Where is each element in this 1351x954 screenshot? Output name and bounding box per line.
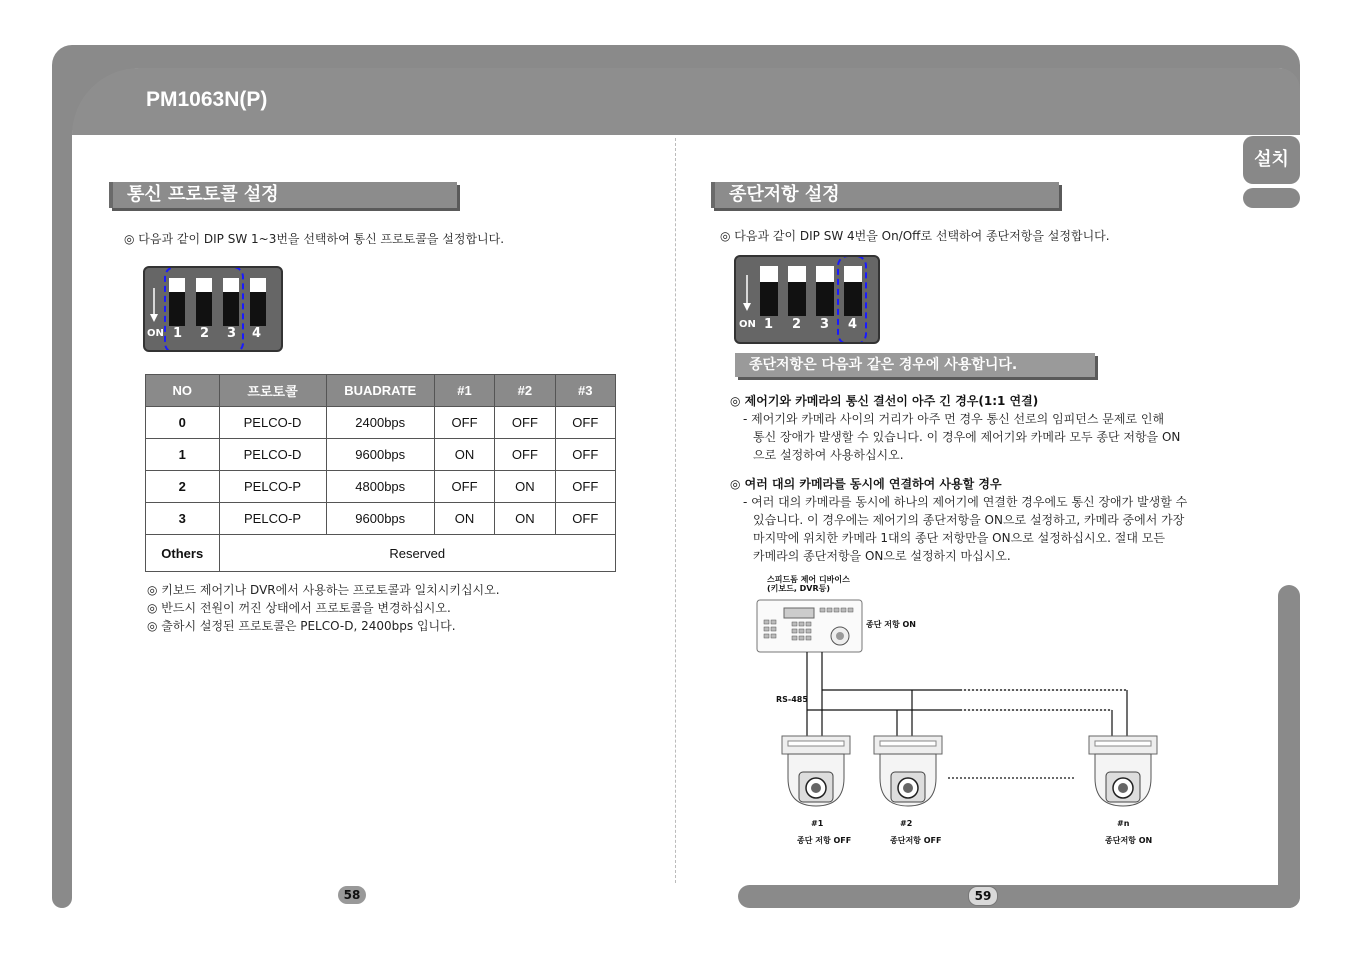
cell-baudrate: 9600bps	[326, 439, 434, 471]
case2-line-4: 카메라의 종단저항을 ON으로 설정하지 마십시오.	[753, 549, 1011, 563]
dip-on-label: ON	[739, 319, 756, 330]
cell-no: 3	[146, 503, 220, 535]
cell-sw2: OFF	[495, 439, 555, 471]
cell-no: 0	[146, 407, 220, 439]
col-header-sw1: #1	[434, 375, 494, 407]
table-row	[146, 503, 616, 535]
controller-label-1: 스피드돔 제어 디바이스	[767, 575, 850, 584]
note-1: ◎ 키보드 제어기나 DVR에서 사용하는 프로토콜과 일치시키십시오.	[147, 583, 500, 597]
cell-sw3: OFF	[555, 503, 615, 535]
protocol-intro: ◎ 다음과 같이 DIP SW 1~3번을 선택하여 통신 프로토콜을 설정합니다.	[124, 232, 505, 246]
case2-title: ◎ 여러 대의 카메라를 동시에 연결하여 사용할 경우	[730, 477, 1002, 491]
table-row	[146, 407, 616, 439]
cell-sw3: OFF	[555, 471, 615, 503]
table-row-others	[146, 535, 616, 572]
camera-2-termination: 종단저항 OFF	[890, 836, 942, 845]
dip-number-3: 3	[820, 317, 830, 332]
page-number-right: 59	[968, 886, 998, 906]
col-header-protocol: 프로토콜	[219, 375, 326, 407]
cell-sw2: ON	[495, 503, 555, 535]
cell-sw3: OFF	[555, 439, 615, 471]
page-divider	[675, 138, 676, 883]
case1-line-2: 통신 장애가 발생할 수 있습니다. 이 경우에 제어기와 카메라 모두 종단 저항을 ON	[753, 430, 1181, 444]
section-title-protocol: 통신 프로토콜 설정	[109, 182, 457, 208]
cell-others-label: Others	[146, 535, 220, 572]
page-title: PM1063N(P)	[146, 88, 268, 111]
note-3: ◎ 출하시 설정된 프로토콜은 PELCO-D, 2400bps 입니다.	[147, 619, 456, 633]
dip-on-label: ON	[147, 328, 164, 339]
case1-line-3: 으로 설정하여 사용하십시오.	[753, 448, 904, 462]
cell-sw2: ON	[495, 471, 555, 503]
cell-no: 1	[146, 439, 220, 471]
termination-subtitle: 종단저항은 다음과 같은 경우에 사용합니다.	[735, 353, 1095, 377]
termination-intro: ◎ 다음과 같이 DIP SW 4번을 On/Off로 선택하여 종단저항을 설정합니다.	[720, 229, 1110, 243]
protocol-table	[145, 374, 616, 572]
dip-switch-termination	[734, 255, 880, 344]
bottom-frame-bar	[738, 885, 1300, 908]
camera-2-id: #2	[900, 819, 913, 828]
cell-baudrate: 4800bps	[326, 471, 434, 503]
cell-sw3: OFF	[555, 407, 615, 439]
cell-protocol: PELCO-P	[219, 471, 326, 503]
table-row	[146, 439, 616, 471]
camera-n-termination: 종단저항 ON	[1105, 836, 1153, 845]
cell-sw2: OFF	[495, 407, 555, 439]
cell-protocol: PELCO-P	[219, 503, 326, 535]
col-header-baudrate: BUADRATE	[326, 375, 434, 407]
note-2: ◎ 반드시 전원이 꺼진 상태에서 프로토콜을 변경하십시오.	[147, 601, 451, 615]
cell-no: 2	[146, 471, 220, 503]
cell-others-value: Reserved	[219, 535, 616, 572]
dip-number-1: 1	[173, 326, 183, 341]
cell-baudrate: 2400bps	[326, 407, 434, 439]
cell-protocol: PELCO-D	[219, 439, 326, 471]
cell-sw1: OFF	[434, 471, 494, 503]
controller-termination-label: 종단 저항 ON	[866, 620, 916, 629]
dip-number-4: 4	[848, 317, 858, 332]
case1-line-1: - 제어기와 카메라 사이의 거리가 아주 먼 경우 통신 선로의 임피던스 문제로 인해	[743, 412, 1165, 426]
case2-line-1: - 여러 대의 카메라를 동시에 하나의 제어기에 연결한 경우에도 통신 장애가 발생할 수	[743, 495, 1188, 509]
camera-n-id: #n	[1117, 819, 1130, 828]
dip-number-2: 2	[792, 317, 802, 332]
camera-1-termination: 종단 저항 OFF	[797, 836, 852, 845]
table-header-row	[146, 375, 616, 407]
dip-number-4: 4	[252, 326, 262, 341]
side-tab-install[interactable]: 설치	[1243, 136, 1300, 184]
dip-number-1: 1	[764, 317, 774, 332]
col-header-no: NO	[146, 375, 220, 407]
dip-switch-protocol	[143, 266, 283, 352]
controller-label-2: (키보드, DVR등)	[767, 584, 831, 593]
col-header-sw3: #3	[555, 375, 615, 407]
section-title-termination: 종단저항 설정	[711, 182, 1059, 208]
case1-title: ◎ 제어기와 카메라의 통신 결선이 아주 긴 경우(1:1 연결)	[730, 394, 1039, 408]
wiring-diagram	[740, 570, 1180, 860]
cell-sw1: ON	[434, 503, 494, 535]
cell-sw1: OFF	[434, 407, 494, 439]
cell-protocol: PELCO-D	[219, 407, 326, 439]
case2-line-3: 마지막에 위치한 카메라 1대의 종단 저항만을 ON으로 설정하십시오. 절대 모든	[753, 531, 1165, 545]
cell-baudrate: 9600bps	[326, 503, 434, 535]
cell-sw1: ON	[434, 439, 494, 471]
wiring-diagram-graphic	[740, 570, 1180, 860]
page-number-left: 58	[338, 886, 366, 904]
side-tab-blank	[1243, 188, 1300, 208]
table-row	[146, 471, 616, 503]
right-frame-bar	[1278, 585, 1300, 908]
dip-number-2: 2	[200, 326, 210, 341]
camera-1-id: #1	[811, 819, 824, 828]
col-header-sw2: #2	[495, 375, 555, 407]
rs485-label: RS-485	[776, 695, 808, 704]
left-frame-bar	[52, 100, 72, 908]
case2-line-2: 있습니다. 이 경우에는 제어기의 종단저항을 ON으로 설정하고, 카메라 중에서 가장	[753, 513, 1185, 527]
dip-number-3: 3	[227, 326, 237, 341]
